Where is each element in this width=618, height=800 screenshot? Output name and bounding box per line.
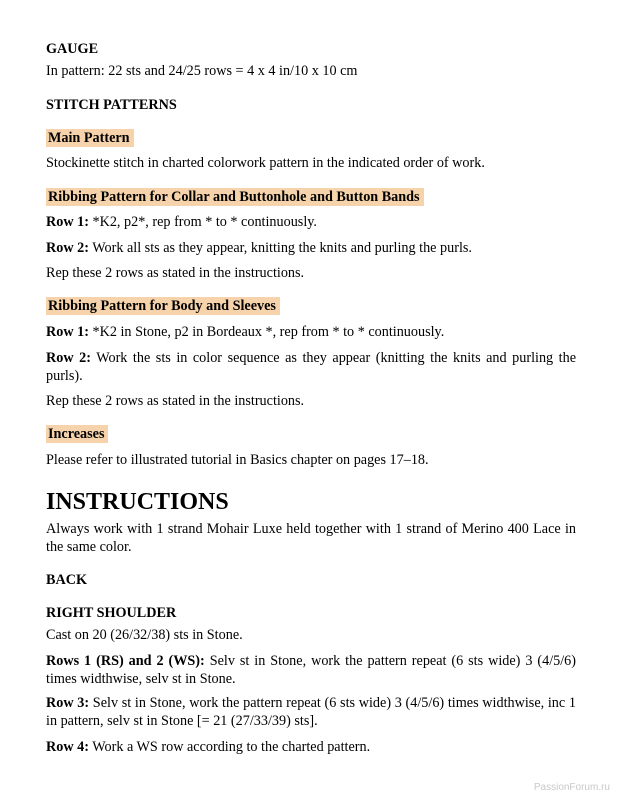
instructions-intro: Always work with 1 strand Mohair Luxe held together with 1 strand of Merino 400 Lace in the same color.	[46, 521, 576, 555]
cast-on-text: Cast on 20 (26/32/38) sts in Stone.	[46, 627, 243, 643]
row-text: Selv st in Stone, work the pattern repeat (6 sts wide) 3 (4/5/6) times widthwise, inc 1 in pattern, selv st in Stone [= 21 (27/33/39) sts].	[46, 695, 576, 729]
ribbing-collar-row1	[46, 213, 576, 231]
row-label: Row 2:	[46, 240, 89, 256]
ribbing-collar-section	[46, 188, 576, 206]
increases-section	[46, 425, 576, 443]
ribbing-body-repeat: Rep these 2 rows as stated in the instructions.	[46, 393, 305, 409]
site-watermark: PassionForum.ru	[533, 782, 610, 793]
main-pattern-label: Main Pattern	[46, 129, 134, 147]
row-label: Row 4:	[46, 739, 89, 755]
ribbing-collar-row2	[46, 239, 576, 257]
row-label: Rows 1 (RS) and 2 (WS):	[46, 653, 205, 669]
row-label: Row 3:	[46, 695, 90, 711]
increases-text: Please refer to illustrated tutorial in Basics chapter on pages 17–18.	[46, 452, 429, 468]
row-label: Row 1:	[46, 324, 89, 340]
row-text: *K2 in Stone, p2 in Bordeaux *, rep from * to * continuously.	[88, 324, 445, 340]
ribbing-collar-repeat: Rep these 2 rows as stated in the instructions.	[46, 265, 305, 281]
ribbing-body-row1	[46, 323, 576, 341]
row-label: Row 1:	[46, 214, 89, 230]
row-text: Work a WS row according to the charted pattern.	[88, 739, 371, 755]
row-text: Work all sts as they appear, knitting the knits and purling the purls.	[88, 240, 472, 256]
ribbing-body-label: Ribbing Pattern for Body and Sleeves	[46, 297, 280, 315]
increases-label: Increases	[46, 425, 108, 443]
row-label: Row 2:	[46, 350, 91, 366]
ribbing-body-section	[46, 297, 576, 315]
main-pattern-section	[46, 129, 576, 147]
row-text: *K2, p2*, rep from * to * continuously.	[88, 214, 317, 230]
gauge-text: In pattern: 22 sts and 24/25 rows = 4 x 4 in/10 x 10 cm	[46, 63, 358, 79]
rows-1-2-instruction	[46, 652, 576, 688]
row-3-instruction	[46, 694, 576, 730]
main-pattern-text: Stockinette stitch in charted colorwork pattern in the indicated order of work.	[46, 155, 485, 171]
gauge-heading: GAUGE	[46, 41, 99, 57]
back-heading: BACK	[46, 572, 87, 588]
row-text: Selv st in Stone, work the pattern repeat (6 sts wide) 3 (4/5/6) times widthwise, selv st in Stone.	[46, 653, 576, 687]
right-shoulder-heading: RIGHT SHOULDER	[46, 605, 177, 621]
ribbing-collar-label: Ribbing Pattern for Collar and Buttonhole and Button Bands	[46, 188, 424, 206]
instructions-heading: INSTRUCTIONS	[46, 489, 229, 515]
row-4-instruction	[46, 738, 576, 756]
ribbing-body-row2	[46, 349, 576, 385]
stitch-patterns-heading: STITCH PATTERNS	[46, 97, 177, 113]
row-text: Work the sts in color sequence as they appear (knitting the knits and purling the purls).	[46, 350, 577, 384]
